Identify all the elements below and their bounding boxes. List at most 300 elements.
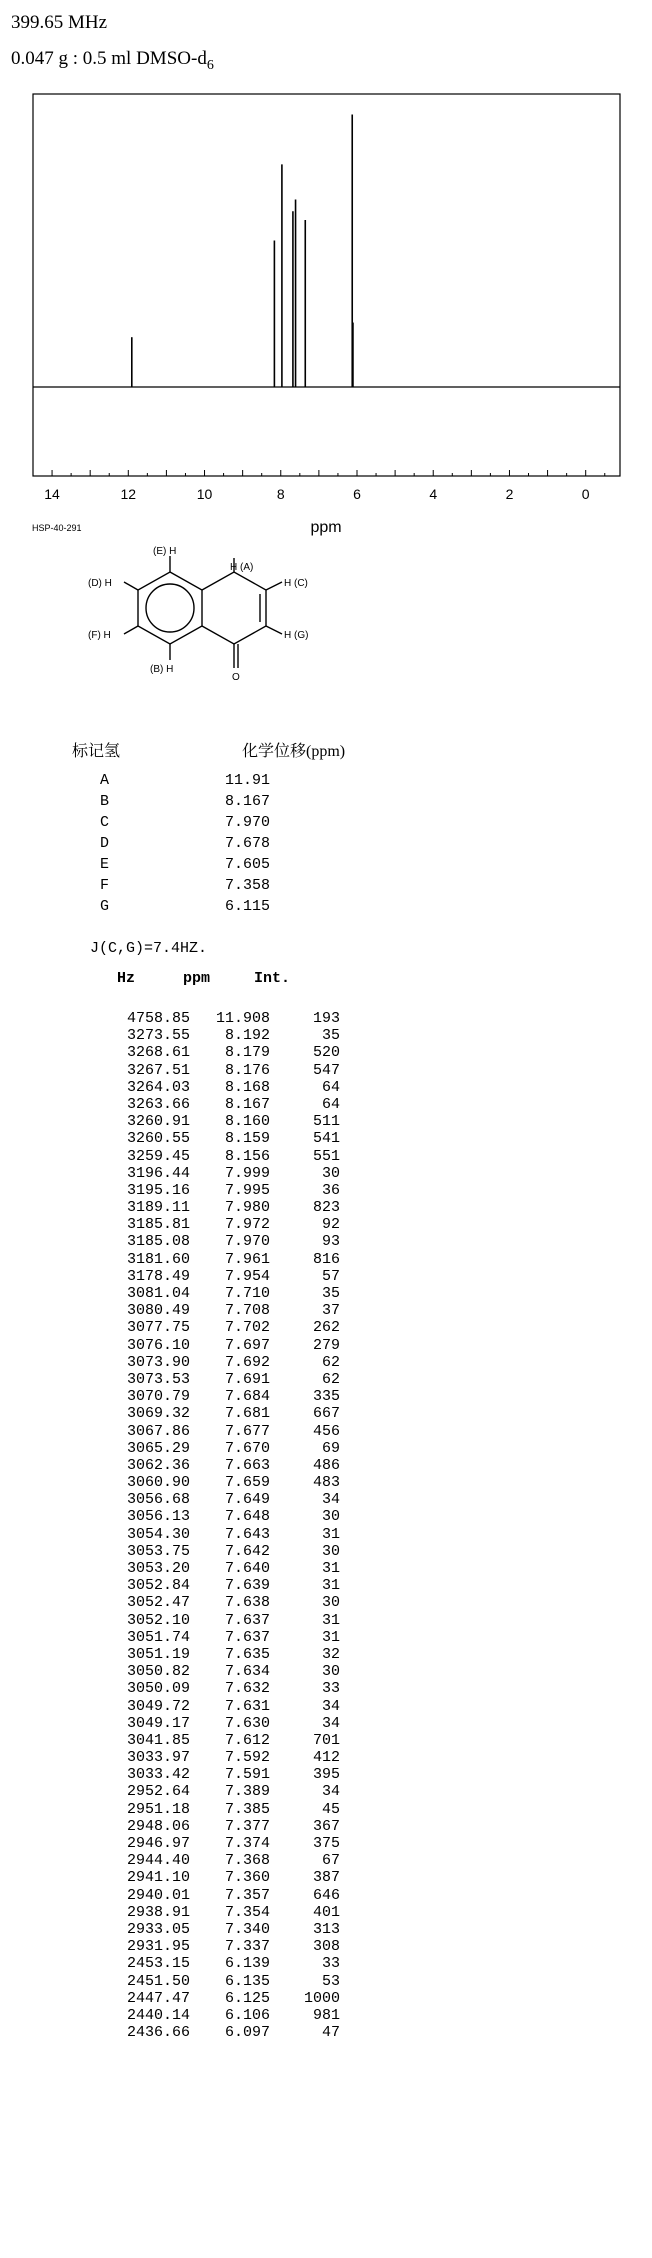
peak-row <box>90 1594 340 1611</box>
peak-int: 412 <box>312 1749 340 1767</box>
peak-row <box>90 1680 340 1697</box>
peak-int: 30 <box>321 1594 340 1612</box>
peak-row <box>90 1508 340 1525</box>
shift-value: 7.970 <box>224 814 270 831</box>
peak-int: 30 <box>321 1164 340 1182</box>
shift-table <box>100 770 270 917</box>
shift-row <box>100 833 270 854</box>
peak-row <box>90 1732 340 1749</box>
peak-hz: 3196.44 <box>126 1164 190 1182</box>
peak-hz: 3273.55 <box>126 1027 190 1045</box>
peak-int: 57 <box>321 1267 340 1285</box>
peak-hz: 3049.17 <box>126 1714 190 1732</box>
peak-hz: 2946.97 <box>126 1835 190 1852</box>
peak-hz: 3263.66 <box>126 1095 190 1113</box>
peak-ppm: 7.637 <box>224 1611 270 1629</box>
peak-hz: 3073.90 <box>126 1353 190 1371</box>
peak-ppm: 7.697 <box>224 1336 270 1354</box>
peak-hz: 3178.49 <box>126 1267 190 1285</box>
peak-hz: 2453.15 <box>126 1955 190 1973</box>
peak-hz: 3052.47 <box>126 1594 190 1612</box>
peak-int: 335 <box>312 1388 340 1406</box>
peak-row <box>90 1887 340 1904</box>
x-axis-label: ppm <box>310 519 342 536</box>
peak-hz: 3069.32 <box>126 1405 190 1423</box>
peak-hz: 3053.20 <box>126 1560 190 1577</box>
peak-lines <box>132 115 353 387</box>
peak-int: 31 <box>321 1628 340 1646</box>
peak-ppm: 7.980 <box>224 1199 270 1217</box>
peak-ppm: 7.374 <box>224 1835 270 1852</box>
tick-label: 2 <box>505 486 514 502</box>
tick-label: 10 <box>196 486 213 502</box>
peak-ppm: 6.125 <box>224 1989 270 2007</box>
peak-row <box>90 1302 340 1319</box>
peak-int: 981 <box>312 2006 340 2024</box>
peak-row <box>90 1663 340 1680</box>
peak-ppm: 8.156 <box>224 1147 270 1165</box>
peak-hz: 3052.84 <box>126 1577 190 1595</box>
peak-row <box>90 1216 340 1233</box>
peak-ppm: 7.708 <box>224 1302 270 1320</box>
peak-int: 262 <box>312 1319 340 1337</box>
peak-hz: 3080.49 <box>126 1302 190 1320</box>
peak-ppm: 7.389 <box>224 1783 270 1801</box>
peak-row <box>90 1646 340 1663</box>
peak-hz: 3056.13 <box>126 1508 190 1526</box>
peak-ppm: 7.677 <box>224 1422 270 1440</box>
peak-hz: 3062.36 <box>126 1456 190 1474</box>
shift-col-value: 化学位移(ppm) <box>242 743 346 760</box>
peak-ppm: 11.908 <box>215 1010 270 1027</box>
peak-row <box>90 1783 340 1800</box>
peak-row <box>90 1577 340 1594</box>
peak-ppm: 7.659 <box>224 1474 270 1492</box>
shift-label: D <box>100 835 110 852</box>
peak-ppm: 7.954 <box>224 1267 270 1285</box>
peak-row <box>90 1268 340 1285</box>
peak-row <box>90 1543 340 1560</box>
peak-int: 32 <box>321 1645 340 1663</box>
peak-hz: 3267.51 <box>126 1061 190 1079</box>
peak-ppm: 7.377 <box>224 1817 270 1835</box>
peak-hz: 3077.75 <box>126 1319 190 1337</box>
peak-int: 62 <box>321 1353 340 1371</box>
shift-table-header <box>72 738 412 761</box>
peak-int: 401 <box>312 1903 340 1921</box>
peak-ppm: 7.710 <box>224 1285 270 1302</box>
peak-row <box>90 1337 340 1354</box>
tick-label: 6 <box>353 486 361 502</box>
peak-row <box>90 1440 340 1457</box>
peak-hz: 3185.81 <box>126 1216 190 1234</box>
peak-row <box>90 1113 340 1130</box>
peak-int: 816 <box>312 1250 340 1268</box>
peak-ppm: 8.160 <box>224 1113 270 1131</box>
peak-hz: 3073.53 <box>126 1370 190 1388</box>
peak-hz: 3051.19 <box>126 1645 190 1663</box>
peak-hz: 4758.85 <box>126 1010 190 1027</box>
peak-ppm: 7.630 <box>224 1714 270 1732</box>
peak-row <box>90 1852 340 1869</box>
peak-int: 1000 <box>303 1989 340 2007</box>
x-axis-tick-labels <box>44 486 590 502</box>
peak-ppm: 7.643 <box>224 1525 270 1543</box>
shift-row <box>100 875 270 896</box>
peak-ppm: 7.632 <box>224 1680 270 1698</box>
peak-ppm: 7.385 <box>224 1800 270 1818</box>
peak-ppm: 8.192 <box>224 1027 270 1045</box>
peak-row <box>90 1423 340 1440</box>
peak-int: 646 <box>312 1886 340 1904</box>
peak-hz: 3260.55 <box>126 1130 190 1148</box>
peak-ppm: 7.340 <box>224 1920 270 1938</box>
peak-hz: 3056.68 <box>126 1491 190 1509</box>
peak-ppm: 7.631 <box>224 1697 270 1715</box>
peak-hz: 3051.74 <box>126 1628 190 1646</box>
peak-hz: 3033.97 <box>126 1749 190 1767</box>
peak-ppm: 7.639 <box>224 1577 270 1595</box>
peak-int: 34 <box>321 1783 340 1801</box>
sample-main: 0.047 g : 0.5 ml DMSO-d <box>11 48 207 69</box>
tick-label: 0 <box>581 486 590 502</box>
peak-hz: 3041.85 <box>126 1731 190 1749</box>
peak-ppm: 8.179 <box>224 1044 270 1062</box>
tick-label: 8 <box>276 486 285 502</box>
peak-row <box>90 1457 340 1474</box>
pyridone-ring <box>124 556 282 668</box>
peak-int: 64 <box>321 1078 340 1096</box>
peak-ppm: 7.999 <box>224 1164 270 1182</box>
peak-hz: 3067.86 <box>126 1422 190 1440</box>
peak-hz: 3050.82 <box>126 1663 190 1681</box>
peak-hz: 3264.03 <box>126 1078 190 1096</box>
peak-row <box>90 1182 340 1199</box>
peak-int: 483 <box>312 1474 340 1492</box>
peak-row <box>90 1818 340 1835</box>
peak-row <box>90 1904 340 1921</box>
label-h-g: H (G) <box>284 630 309 641</box>
peak-hz: 3076.10 <box>126 1336 190 1354</box>
peak-int: 62 <box>321 1370 340 1388</box>
peak-row <box>90 1371 340 1388</box>
peak-int: 93 <box>321 1233 340 1251</box>
peak-row <box>90 1285 340 1302</box>
peak-row <box>90 1405 340 1422</box>
peak-hz: 2440.14 <box>126 2006 190 2024</box>
peak-hz: 3189.11 <box>126 1199 190 1217</box>
peak-int: 551 <box>312 1147 340 1165</box>
benzene-ring <box>138 572 202 644</box>
peak-hz: 2451.50 <box>126 1972 190 1990</box>
peak-row <box>90 1491 340 1508</box>
peak-hz: 3081.04 <box>126 1285 190 1302</box>
peak-row <box>90 1955 340 1972</box>
peak-ppm: 7.337 <box>224 1938 270 1956</box>
peak-hz: 2933.05 <box>126 1920 190 1938</box>
peak-hz: 3060.90 <box>126 1474 190 1492</box>
label-h-d: (D) H <box>88 578 112 589</box>
peak-row <box>90 1027 340 1044</box>
peak-ppm: 7.681 <box>224 1405 270 1423</box>
peak-ppm: 8.167 <box>224 1095 270 1113</box>
shift-label: B <box>100 793 110 810</box>
shift-value: 8.167 <box>224 793 270 810</box>
col-hz: Hz <box>116 970 135 987</box>
peak-hz: 3054.30 <box>126 1525 190 1543</box>
peak-hz: 3052.10 <box>126 1611 190 1629</box>
peak-ppm: 6.139 <box>224 1955 270 1973</box>
shift-row <box>100 854 270 875</box>
peak-row <box>90 1973 340 1990</box>
peak-int: 193 <box>312 1010 340 1027</box>
peak-ppm: 7.634 <box>224 1663 270 1681</box>
peak-int: 486 <box>312 1456 340 1474</box>
label-h-a: H (A) <box>230 562 254 573</box>
peak-row <box>90 1165 340 1182</box>
peak-row <box>90 1990 340 2007</box>
peak-int: 541 <box>312 1130 340 1148</box>
peak-ppm: 7.684 <box>224 1388 270 1406</box>
peak-hz: 3268.61 <box>126 1044 190 1062</box>
peak-int: 34 <box>321 1697 340 1715</box>
shift-value: 11.91 <box>224 772 270 789</box>
peak-ppm: 6.135 <box>224 1972 270 1990</box>
peak-int: 30 <box>321 1663 340 1681</box>
shift-label: C <box>100 814 110 831</box>
peak-int: 47 <box>321 2024 340 2042</box>
peak-row <box>90 2007 340 2024</box>
shift-value: 7.605 <box>224 856 270 873</box>
peak-int: 823 <box>312 1199 340 1217</box>
x-axis-ticks <box>52 470 605 476</box>
peak-row <box>90 1921 340 1938</box>
peak-hz: 2447.47 <box>126 1989 190 2007</box>
spectrometer-frequency: 399.65 MHz <box>11 12 108 33</box>
peak-int: 33 <box>321 1955 340 1973</box>
peak-row <box>90 1062 340 1079</box>
peak-hz: 3053.75 <box>126 1542 190 1560</box>
peak-int: 45 <box>321 1800 340 1818</box>
peak-row <box>90 1560 340 1577</box>
peak-int: 34 <box>321 1491 340 1509</box>
spectrum-code: HSP-40-291 <box>32 523 82 533</box>
peak-int: 308 <box>312 1938 340 1956</box>
peak-int: 367 <box>312 1817 340 1835</box>
peak-ppm: 7.648 <box>224 1508 270 1526</box>
peak-row <box>90 1869 340 1886</box>
peak-ppm: 7.360 <box>224 1869 270 1887</box>
peak-hz: 2938.91 <box>126 1903 190 1921</box>
peak-row <box>90 1835 340 1852</box>
shift-row <box>100 812 270 833</box>
peak-table-header <box>95 970 290 987</box>
peak-ppm: 7.368 <box>224 1852 270 1870</box>
peak-ppm: 6.097 <box>224 2024 270 2042</box>
peak-hz: 2948.06 <box>126 1817 190 1835</box>
peak-int: 69 <box>321 1439 340 1457</box>
peak-row <box>90 1148 340 1165</box>
shift-row <box>100 896 270 917</box>
peak-int: 36 <box>321 1181 340 1199</box>
shift-label: A <box>100 772 110 789</box>
peak-int: 67 <box>321 1852 340 1870</box>
peak-ppm: 7.961 <box>224 1250 270 1268</box>
peak-ppm: 7.649 <box>224 1491 270 1509</box>
sample-description <box>11 48 214 74</box>
peak-ppm: 7.995 <box>224 1181 270 1199</box>
peak-table <box>90 1010 340 2041</box>
peak-int: 92 <box>321 1216 340 1234</box>
peak-ppm: 7.638 <box>224 1594 270 1612</box>
peak-ppm: 6.106 <box>224 2006 270 2024</box>
peak-ppm: 7.972 <box>224 1216 270 1234</box>
peak-int: 395 <box>312 1766 340 1784</box>
peak-row <box>90 1199 340 1216</box>
peak-row <box>90 1044 340 1061</box>
peak-int: 31 <box>321 1577 340 1595</box>
peak-int: 34 <box>321 1714 340 1732</box>
tick-label: 4 <box>429 486 438 502</box>
label-h-e: (E) H <box>153 546 177 557</box>
peak-hz: 2931.95 <box>126 1938 190 1956</box>
peak-row <box>90 1130 340 1147</box>
peak-int: 37 <box>321 1302 340 1320</box>
shift-label: E <box>100 856 110 873</box>
sample-subscript: 6 <box>206 57 214 73</box>
peak-ppm: 7.670 <box>224 1439 270 1457</box>
peak-int: 511 <box>312 1113 340 1131</box>
peak-int: 375 <box>312 1835 340 1852</box>
peak-hz: 3185.08 <box>126 1233 190 1251</box>
peak-row <box>90 1715 340 1732</box>
peak-row <box>90 2024 340 2041</box>
peak-ppm: 8.168 <box>224 1078 270 1096</box>
peak-int: 64 <box>321 1095 340 1113</box>
shift-value: 6.115 <box>224 898 270 915</box>
peak-int: 33 <box>321 1680 340 1698</box>
coupling-constant: J(C,G)=7.4HZ. <box>90 940 208 957</box>
peak-ppm: 7.642 <box>224 1542 270 1560</box>
shift-row <box>100 791 270 812</box>
peak-ppm: 7.663 <box>224 1456 270 1474</box>
label-oxygen: O <box>232 672 240 683</box>
molecular-structure <box>70 540 360 710</box>
plot-frame <box>33 94 620 476</box>
peak-int: 701 <box>312 1731 340 1749</box>
peak-ppm: 7.970 <box>224 1233 270 1251</box>
peak-row <box>90 1096 340 1113</box>
peak-ppm: 7.691 <box>224 1370 270 1388</box>
peak-row <box>90 1698 340 1715</box>
peak-row <box>90 1474 340 1491</box>
col-ppm: ppm <box>182 970 210 987</box>
shift-label: G <box>100 898 110 915</box>
label-h-b: (B) H <box>150 664 174 675</box>
peak-hz: 3049.72 <box>126 1697 190 1715</box>
peak-int: 520 <box>312 1044 340 1062</box>
shift-value: 7.358 <box>224 877 270 894</box>
peak-row <box>90 1612 340 1629</box>
peak-hz: 3181.60 <box>126 1250 190 1268</box>
peak-ppm: 7.635 <box>224 1645 270 1663</box>
peak-hz: 2944.40 <box>126 1852 190 1870</box>
peak-ppm: 7.591 <box>224 1766 270 1784</box>
peak-int: 31 <box>321 1611 340 1629</box>
peak-hz: 3065.29 <box>126 1439 190 1457</box>
peak-hz: 3260.91 <box>126 1113 190 1131</box>
peak-int: 387 <box>312 1869 340 1887</box>
peak-row <box>90 1354 340 1371</box>
peak-hz: 3033.42 <box>126 1766 190 1784</box>
peak-int: 456 <box>312 1422 340 1440</box>
peak-row <box>90 1233 340 1250</box>
peak-ppm: 7.637 <box>224 1628 270 1646</box>
peak-row <box>90 1079 340 1096</box>
peak-int: 547 <box>312 1061 340 1079</box>
peak-hz: 3195.16 <box>126 1181 190 1199</box>
peak-hz: 3259.45 <box>126 1147 190 1165</box>
shift-value: 7.678 <box>224 835 270 852</box>
peak-row <box>90 1938 340 1955</box>
peak-row <box>90 1319 340 1336</box>
peak-row <box>90 1388 340 1405</box>
peak-ppm: 7.357 <box>224 1886 270 1904</box>
tick-label: 12 <box>120 486 137 502</box>
peak-ppm: 7.592 <box>224 1749 270 1767</box>
peak-hz: 2952.64 <box>126 1783 190 1801</box>
tick-label: 14 <box>44 486 60 502</box>
col-int: Int. <box>253 970 290 987</box>
peak-row <box>90 1801 340 1818</box>
peak-hz: 3050.09 <box>126 1680 190 1698</box>
peak-row <box>90 1766 340 1783</box>
peak-ppm: 8.159 <box>224 1130 270 1148</box>
shift-label: F <box>100 877 110 894</box>
peak-ppm: 7.354 <box>224 1903 270 1921</box>
shift-row <box>100 770 270 791</box>
peak-hz: 2436.66 <box>126 2024 190 2042</box>
peak-int: 279 <box>312 1336 340 1354</box>
peak-int: 35 <box>321 1027 340 1045</box>
label-h-c: H (C) <box>284 578 308 589</box>
peak-int: 31 <box>321 1560 340 1577</box>
peak-int: 30 <box>321 1508 340 1526</box>
shift-col-label: 标记氢 <box>72 743 121 760</box>
peak-row <box>90 1251 340 1268</box>
peak-row <box>90 1526 340 1543</box>
peak-ppm: 7.612 <box>224 1731 270 1749</box>
peak-int: 53 <box>321 1972 340 1990</box>
peak-int: 35 <box>321 1285 340 1302</box>
peak-int: 667 <box>312 1405 340 1423</box>
peak-hz: 3070.79 <box>126 1388 190 1406</box>
peak-int: 30 <box>321 1542 340 1560</box>
peak-ppm: 7.702 <box>224 1319 270 1337</box>
peak-hz: 2951.18 <box>126 1800 190 1818</box>
peak-row <box>90 1010 340 1027</box>
label-h-f: (F) H <box>88 630 111 641</box>
peak-ppm: 7.692 <box>224 1353 270 1371</box>
peak-ppm: 8.176 <box>224 1061 270 1079</box>
peak-row <box>90 1749 340 1766</box>
peak-hz: 2941.10 <box>126 1869 190 1887</box>
peak-int: 31 <box>321 1525 340 1543</box>
peak-int: 313 <box>312 1920 340 1938</box>
peak-row <box>90 1629 340 1646</box>
peak-hz: 2940.01 <box>126 1886 190 1904</box>
peak-ppm: 7.640 <box>224 1560 270 1577</box>
